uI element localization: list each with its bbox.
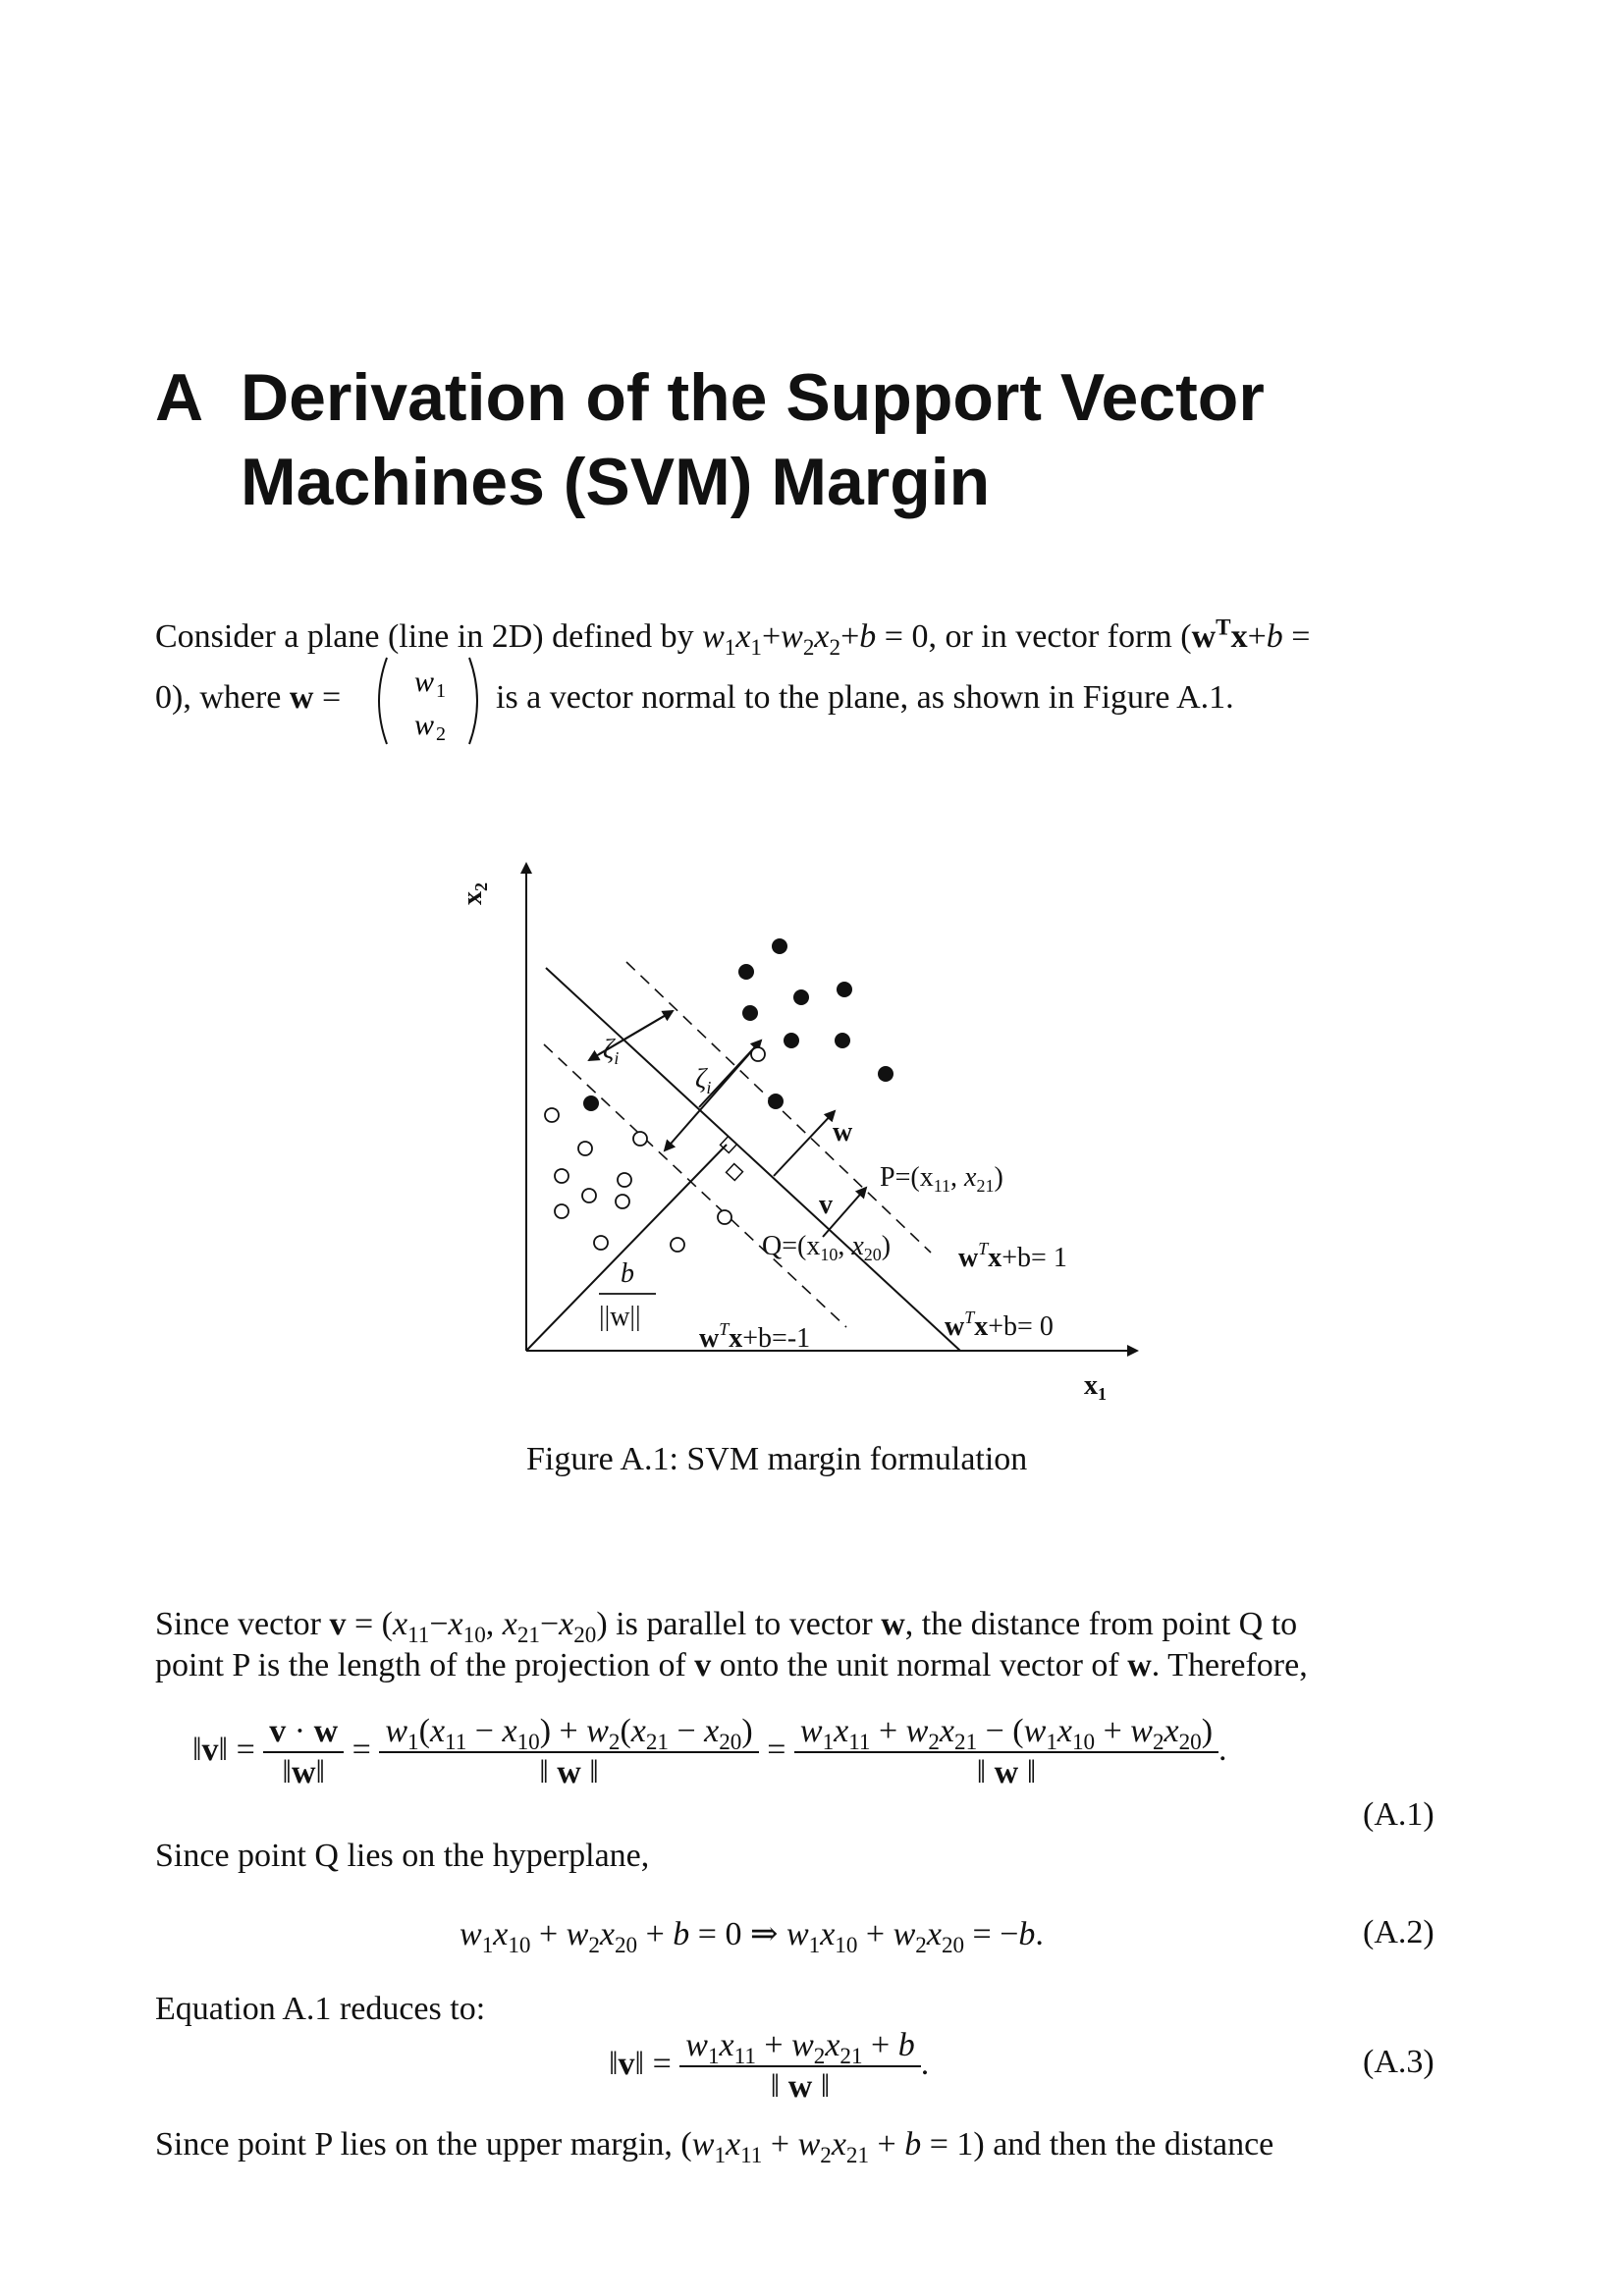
equation-a2: $w_1x_{10} + w_2x_{20} + b = 0$ ⇒ $w_1x_{10} + w_2x_{20} = -b$. — [460, 1916, 1044, 1958]
plane-plus-label: +b= 1 — [1001, 1243, 1067, 1273]
vector-w-matrix — [369, 652, 487, 750]
eq-number-a1: (A.1) — [1363, 1796, 1435, 1833]
eq-number-a2: (A.2) — [1363, 1914, 1435, 1950]
w-arrow — [774, 1111, 835, 1176]
intro-line-1: Consider a plane (line in 2D) defined by $w_1x_1+w_2x_2+b = 0$, or in vector form ($w^Tx+b$ = — [155, 614, 1311, 661]
v-label: v — [819, 1190, 833, 1220]
chapter-title-line2: Machines (SVM) Margin — [241, 445, 991, 519]
svg-text:wTx+b= 0: $w^Tx+b= 0$ — [945, 1308, 1054, 1342]
body-line-4: Equation A.1 reduces to: — [155, 1991, 486, 2027]
plane-zero-label: +b= 0 — [988, 1311, 1054, 1342]
intro-line-2: 0), where w = — [155, 679, 342, 716]
svg-text:2: 2 — [436, 723, 446, 745]
svg-text:ζi: $\zeta_i$ — [603, 1035, 620, 1068]
figure-caption: Figure A.1: SVM margin formulation — [526, 1441, 1028, 1477]
intro-line-2b: is a vector normal to the plane, as shown in Figure A.1. — [496, 679, 1234, 716]
svg-text:wTx+b=-1: $w^Tx+b=-1$ — [699, 1319, 811, 1354]
body-line-1: Since vector $v = (x_{11}-x_{10}$, $x_{21}-x_{20}$) is parallel to vector w, the distance from point Q to — [155, 1606, 1298, 1648]
intro-text: 0), where — [155, 679, 290, 716]
svg-text:Q=(x10, x20): $Q=(x_{10}$, $x_{20}$) — [762, 1231, 892, 1264]
intro-text: , or in vector form ( — [928, 618, 1192, 655]
svg-text:1: 1 — [436, 680, 446, 702]
w-label: w — [833, 1117, 853, 1148]
body-line-2: point P is the length of the projection of v onto the unit normal vector of w. Therefore, — [155, 1647, 1308, 1683]
x2-label: x — [458, 891, 488, 905]
body-line-3: Since point Q lies on the hyperplane, — [155, 1838, 650, 1874]
svg-text:P=(x11, x21): $P=(x_{11}$, $x_{21}$) — [880, 1162, 1003, 1196]
svg-text:ζi: $\zeta_i$ — [695, 1064, 712, 1097]
eq-number-a3: (A.3) — [1363, 2044, 1435, 2080]
plane-minus-label: +b=-1 — [742, 1323, 811, 1354]
svg-text:w: w — [414, 666, 435, 698]
zeta-label-2: ζ — [695, 1064, 707, 1095]
chapter-title-line1: Derivation of the Support Vector — [241, 360, 1265, 435]
svg-text:wTx+b= 1: $w^Tx+b= 1$ — [958, 1239, 1067, 1273]
svg-text:x1: $x_1$ — [1084, 1370, 1107, 1404]
point-p-label: P=(x — [880, 1162, 934, 1193]
x1-label: x — [1084, 1370, 1098, 1401]
zeta-label-1: ζ — [603, 1035, 615, 1065]
intro-text: Consider a plane (line in 2D) defined by — [155, 618, 703, 655]
normw-label: ||w|| — [599, 1302, 641, 1332]
svm-margin-figure — [432, 844, 1159, 1414]
equation-a1: ‖v‖ = $\frac{v \cdot w}{‖w‖}$ = $\frac{w_1(x_{11} - x_{10}) + w_2(x_{21} - x_{20})}{‖ w ‖}$ = $\frac{w_1x_{11} + w_2x_{21} - (w_1x_{10} + w_2x_{20})}{‖ w ‖}$ . — [192, 1713, 1227, 1790]
point-q-label: Q=(x — [762, 1231, 821, 1261]
b-label: b — [621, 1258, 634, 1289]
equation-a3: ‖v‖ = $\frac{w_1x_{11} + w_2x_{21} + b}{‖ w ‖}$ . — [609, 2027, 930, 2105]
body-line-5: Since point P lies on the upper margin, $(w_1x_{11} + w_2x_{21} + b = 1)$ and then the distance — [155, 2126, 1274, 2168]
svg-text:w: w — [414, 709, 435, 741]
svg-text:x2: $x_2$ — [458, 882, 491, 905]
chapter-number: A — [155, 360, 204, 435]
